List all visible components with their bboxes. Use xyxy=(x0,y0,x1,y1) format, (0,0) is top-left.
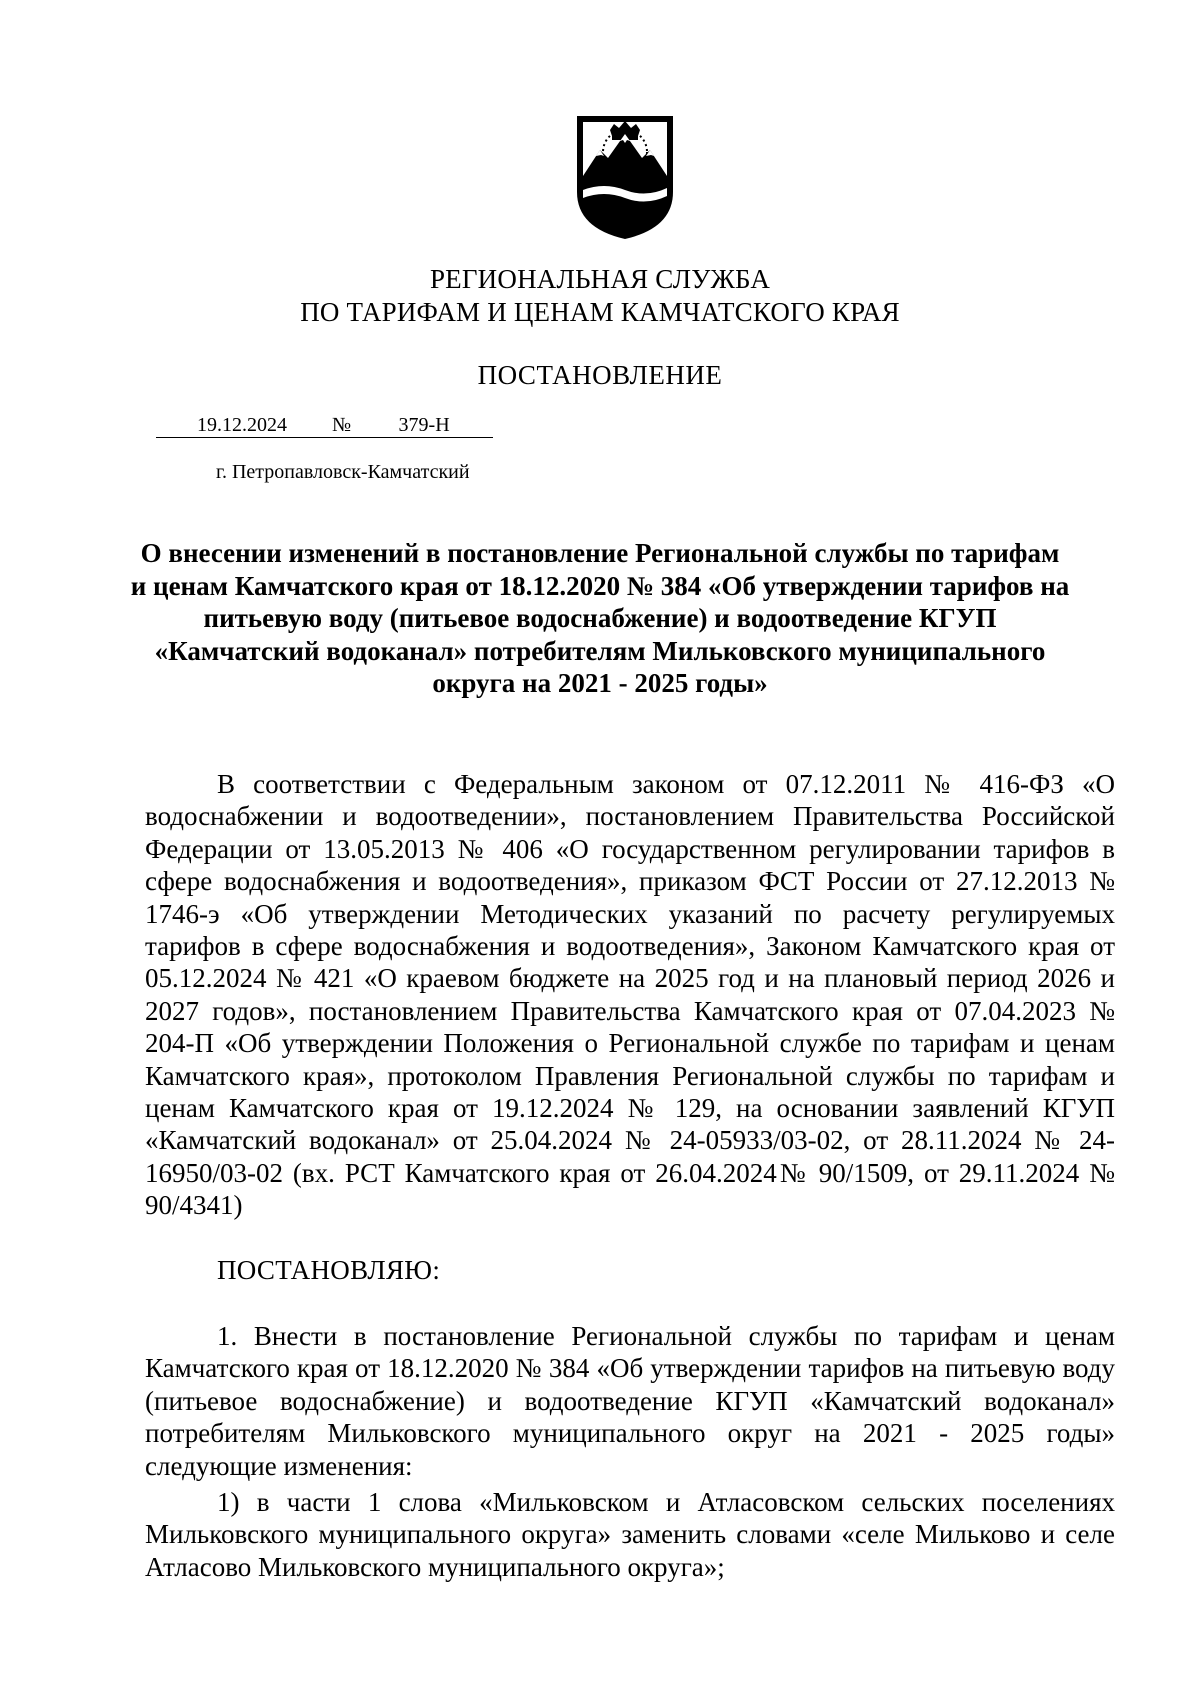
document-number: 379-Н xyxy=(355,413,493,438)
document-title: О внесении изменений в постановление Региональной службы по тарифам и ценам Камчатского края от 18.12.2020 № 384 «Об утверждении тарифов на питьевую воду (питьевое водоснабжение) и водоотведение КГУП «Камчатский водоканал» потребителям Мильковского муниципального округа на 2021 - 2025 годы» xyxy=(130,538,1070,698)
number-sign: № xyxy=(328,413,355,438)
document-type: ПОСТАНОВЛЕНИЕ xyxy=(477,360,723,390)
organization-name-line-1: РЕГИОНАЛЬНАЯ СЛУЖБА xyxy=(429,264,771,294)
document-date-number-line xyxy=(156,413,493,438)
document-city: г. Петропавловск-Камчатский xyxy=(216,461,470,483)
document-date: 19.12.2024 xyxy=(156,413,328,438)
kamchatka-coat-of-arms-icon xyxy=(574,112,676,242)
item-1-paragraph: 1. Внести в постановление Региональной службы по тарифам и ценам Камчатского края от 18.12.2020 № 384 «Об утверждении тарифов на питьевую воду (питьевое водоснабжение) и водоотведение КГУП «Камчатский водоканал» потребителям Мильковского муниципального округ на 2021 - 2025 годы» следующие изменения: xyxy=(145,1321,1115,1481)
decree-word: ПОСТАНОВЛЯЮ: xyxy=(217,1255,441,1285)
preamble-paragraph: В соответствии с Федеральным законом от 07.12.2011 № 416-ФЗ «О водоснабжении и водоотведении», постановлением Правительства Российской Федерации от 13.05.2013 № 406 «О государственном регулировании тарифов в сфере водоснабжения и водоотведения», приказом ФСТ России от 27.12.2013 № 1746-э «Об утверждении Методических указаний по расчету регулируемых тарифов в сфере водоснабжения и водоотведения», Законом Камчатского края от 05.12.2024 № 421 «О краевом бюджете на 2025 год и на плановый период 2026 и 2027 годов», постановлением Правительства Камчатского края от 07.04.2023 № 204-П «Об утверждении Положения о Региональной службе по тарифам и ценам Камчатского края», протоколом Правления Региональной службы по тарифам и ценам Камчатского края от 19.12.2024 № 129, на основании заявлений КГУП «Камчатский водоканал» от 25.04.2024 № 24-05933/03-02, от 28.11.2024 № 24-16950/03-02 (вх. РСТ Камчатского края от 26.04.2024№ 90/1509, от 29.11.2024 № 90/4341) xyxy=(145,769,1115,1221)
item-1-subitem-1-paragraph: 1) в части 1 слова «Мильковском и Атласовском сельских поселениях Мильковского муниципального округа» заменить словами «селе Мильково и селе Атласово Мильковского муниципального округа»; xyxy=(145,1487,1115,1582)
organization-name-line-2: ПО ТАРИФАМ И ЦЕНАМ КАМЧАТСКОГО КРАЯ xyxy=(300,297,900,327)
